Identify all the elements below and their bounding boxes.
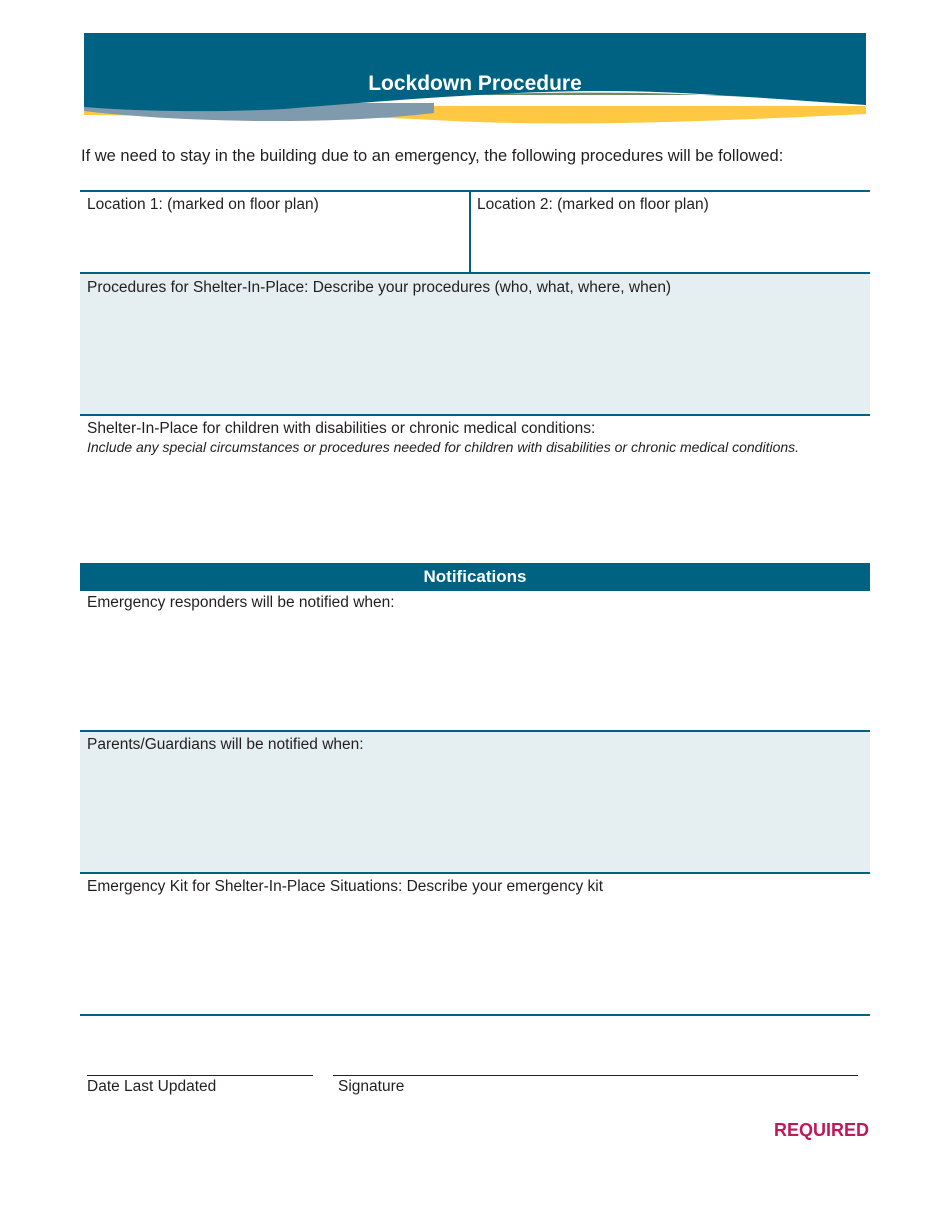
required-badge: REQUIRED bbox=[773, 1120, 869, 1140]
header-banner bbox=[84, 33, 866, 127]
date-line[interactable] bbox=[87, 1075, 313, 1076]
divider-bottom bbox=[80, 1014, 870, 1016]
page-title: Lockdown Procedure bbox=[368, 72, 582, 95]
procedures-label: Procedures for Shelter-In-Place: Describe your procedures (who, what, where, when) bbox=[87, 279, 672, 296]
location-1-label: Location 1: (marked on floor plan) bbox=[87, 196, 319, 213]
divider-parents bbox=[80, 730, 870, 732]
kit-label: Emergency Kit for Shelter-In-Place Situations: Describe your emergency kit bbox=[87, 878, 604, 895]
notifications-header: Notifications bbox=[80, 563, 870, 591]
divider-top bbox=[80, 190, 870, 192]
location-divider bbox=[469, 191, 471, 273]
divider-disabilities bbox=[80, 414, 870, 416]
signature-line[interactable] bbox=[333, 1075, 858, 1076]
date-label: Date Last Updated bbox=[87, 1078, 217, 1095]
divider-kit bbox=[80, 872, 870, 874]
signature-label: Signature bbox=[338, 1078, 405, 1095]
divider-procedures bbox=[80, 272, 870, 274]
location-2-label: Location 2: (marked on floor plan) bbox=[477, 196, 709, 213]
parents-label: Parents/Guardians will be notified when: bbox=[87, 736, 364, 753]
disabilities-label: Shelter-In-Place for children with disabilities or chronic medical conditions: bbox=[87, 420, 596, 437]
disabilities-hint: Include any special circumstances or procedures needed for children with disabilities or chronic medical conditions. bbox=[87, 439, 800, 455]
intro-text: If we need to stay in the building due to an emergency, the following procedures will be followed: bbox=[81, 147, 784, 165]
responders-label: Emergency responders will be notified when: bbox=[87, 594, 395, 611]
